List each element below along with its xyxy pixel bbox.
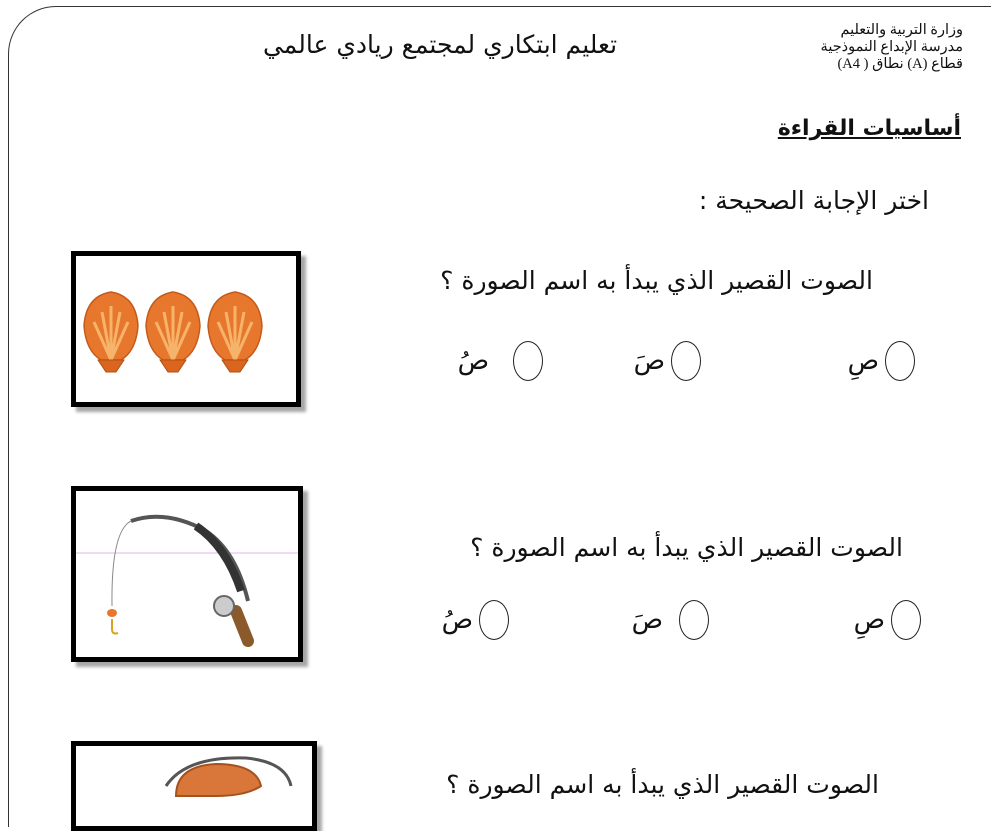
school-line: مدرسة الإبداع النموذجية: [820, 39, 963, 55]
fishing-rod-image: [76, 746, 312, 826]
question-1-text: الصوت القصير الذي يبدأ به اسم الصورة ؟: [440, 266, 873, 295]
option-label: صَ: [633, 346, 665, 376]
ministry-line: وزارة التربية والتعليم: [840, 22, 963, 38]
q1-option-fatha[interactable]: [628, 341, 701, 381]
option-label: صِ: [853, 605, 885, 635]
option-label: صُ: [457, 346, 489, 376]
option-label: صِ: [847, 346, 879, 376]
question-2-text: الصوت القصير الذي يبدأ به اسم الصورة ؟: [470, 533, 903, 562]
q2-option-fatha[interactable]: [626, 600, 709, 640]
shell-icon: [84, 292, 138, 372]
subject-title: أساسيات القراءة: [777, 116, 961, 141]
q1-option-damma[interactable]: [452, 341, 543, 381]
radio-circle[interactable]: [513, 341, 543, 381]
seashells-image: [76, 256, 296, 402]
radio-circle[interactable]: [671, 341, 701, 381]
instruction-text: اختر الإجابة الصحيحة :: [698, 186, 929, 215]
fishing-rod-icon: [71, 741, 317, 831]
radio-circle[interactable]: [885, 341, 915, 381]
sector-line: قطاع (A) نطاق ( A4): [837, 56, 963, 72]
school-motto: تعليم ابتكاري لمجتمع ريادي عالمي: [262, 30, 618, 59]
seashells-icon: [71, 251, 301, 407]
ministry-header: [763, 22, 963, 73]
q2-option-kasra[interactable]: [848, 600, 921, 640]
radio-circle[interactable]: [479, 600, 509, 640]
q2-option-damma[interactable]: [436, 600, 509, 640]
question-3-text: الصوت القصير الذي يبدأ به اسم الصورة ؟: [446, 770, 879, 799]
fishing-rod-image: [76, 491, 298, 657]
option-label: صَ: [631, 605, 663, 635]
fishing-rod-icon: [71, 486, 303, 662]
q1-option-kasra[interactable]: [842, 341, 915, 381]
radio-circle[interactable]: [679, 600, 709, 640]
option-label: صُ: [441, 605, 473, 635]
radio-circle[interactable]: [891, 600, 921, 640]
